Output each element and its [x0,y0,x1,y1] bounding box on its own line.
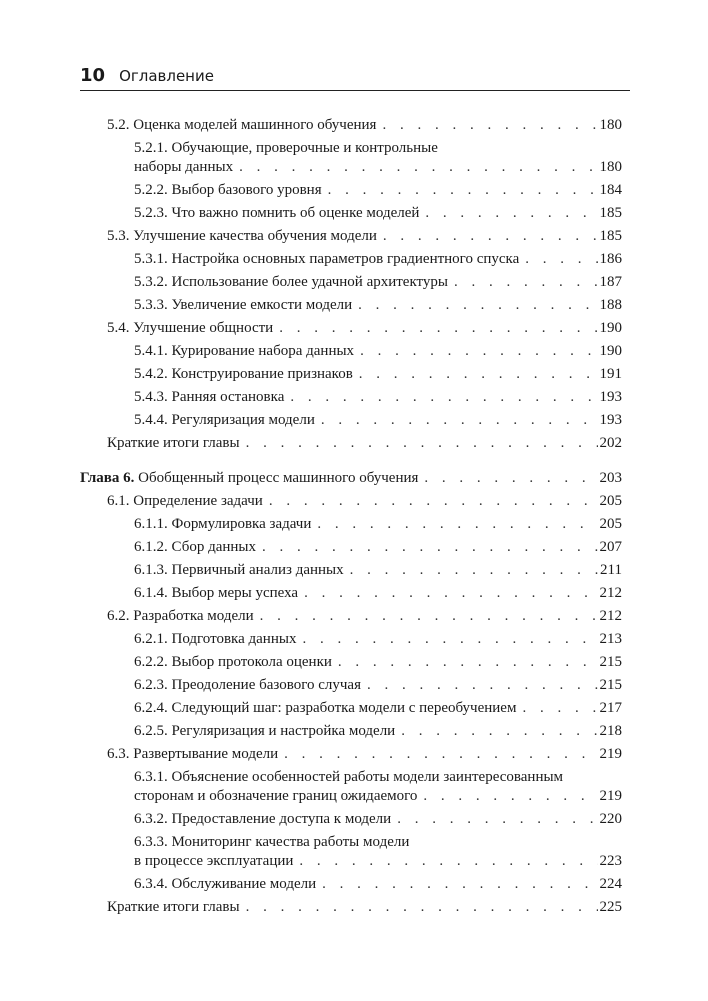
toc-entry: 5.2. Оценка моделей машинного обучения . . . 180 [107,115,622,135]
toc-entry: 6.1.1. Формулировка задачи . . . 205 [134,514,622,534]
toc-entry: 6.2.3. Преодоление базового случая . . . 215 [134,675,622,695]
toc-entry: 6.1.4. Выбор меры успеха . . . 212 [134,583,622,603]
toc-entry: сторонам и обозначение границ ожидаемого . . . 219 [134,786,622,806]
toc-entry: 6.3.2. Предоставление доступа к модели . . . 220 [134,809,622,829]
toc-entry: 5.4.2. Конструирование признаков . . . 191 [134,364,622,384]
running-title: Оглавление [119,67,214,85]
toc-chapter-entry: Глава 6. Обобщенный процесс машинного обучения . . . 203 [80,468,622,488]
toc-entry: 6.2. Разработка модели . . . 212 [107,606,622,626]
toc-entry: Краткие итоги главы . . . 225 [107,897,622,917]
toc-entry: 6.3.3. Мониторинг качества работы модели [134,834,410,850]
toc-entry: Краткие итоги главы . . . 202 [107,433,622,453]
toc-entry: 5.2.1. Обучающие, проверочные и контрольные [134,140,438,156]
toc-entry: 5.4. Улучшение общности . . . 190 [107,318,622,338]
toc-entry: 6.2.2. Выбор протокола оценки . . . 215 [134,652,622,672]
toc-entry: в процессе эксплуатации . . . 223 [134,851,622,871]
toc-entry: 5.2.3. Что важно помнить об оценке моделей . . . 185 [134,203,622,223]
toc-entry: 5.2.2. Выбор базового уровня . . . 184 [134,180,622,200]
toc-entry: 5.3.2. Использование более удачной архитектуры . . . 187 [134,272,622,292]
toc-entry: 6.1.2. Сбор данных . . . 207 [134,537,622,557]
toc-entry: 6.3. Развертывание модели . . . 219 [107,744,622,764]
toc-entry: 6.2.4. Следующий шаг: разработка модели с переобучением . . . 217 [134,698,622,718]
toc-entry: 5.3.1. Настройка основных параметров градиентного спуска . . . 186 [134,249,622,269]
toc-entry: 5.4.1. Курирование набора данных . . . 190 [134,341,622,361]
toc-entry: 6.3.4. Обслуживание модели . . . 224 [134,874,622,894]
toc-entry: наборы данных . . . 180 [134,157,622,177]
toc-entry: 5.3. Улучшение качества обучения модели . . . 185 [107,226,622,246]
toc-entry: 5.3.3. Увеличение емкости модели . . . 188 [134,295,622,315]
toc-entry: 5.4.3. Ранняя остановка . . . 193 [134,387,622,407]
toc-entry: 6.2.1. Подготовка данных . . . 213 [134,629,622,649]
chapter-label: Глава 6. [80,470,135,486]
toc-entry: 6.1.3. Первичный анализ данных . . . 211 [134,560,622,580]
toc-entry: 5.4.4. Регуляризация модели . . . 193 [134,410,622,430]
toc-entry: 6.1. Определение задачи . . . 205 [107,491,622,511]
toc-entry: 6.2.5. Регуляризация и настройка модели . . . 218 [134,721,622,741]
toc-entry: 6.3.1. Объяснение особенностей работы модели заинтересованным [134,769,564,785]
page-number: 10 [80,65,106,86]
